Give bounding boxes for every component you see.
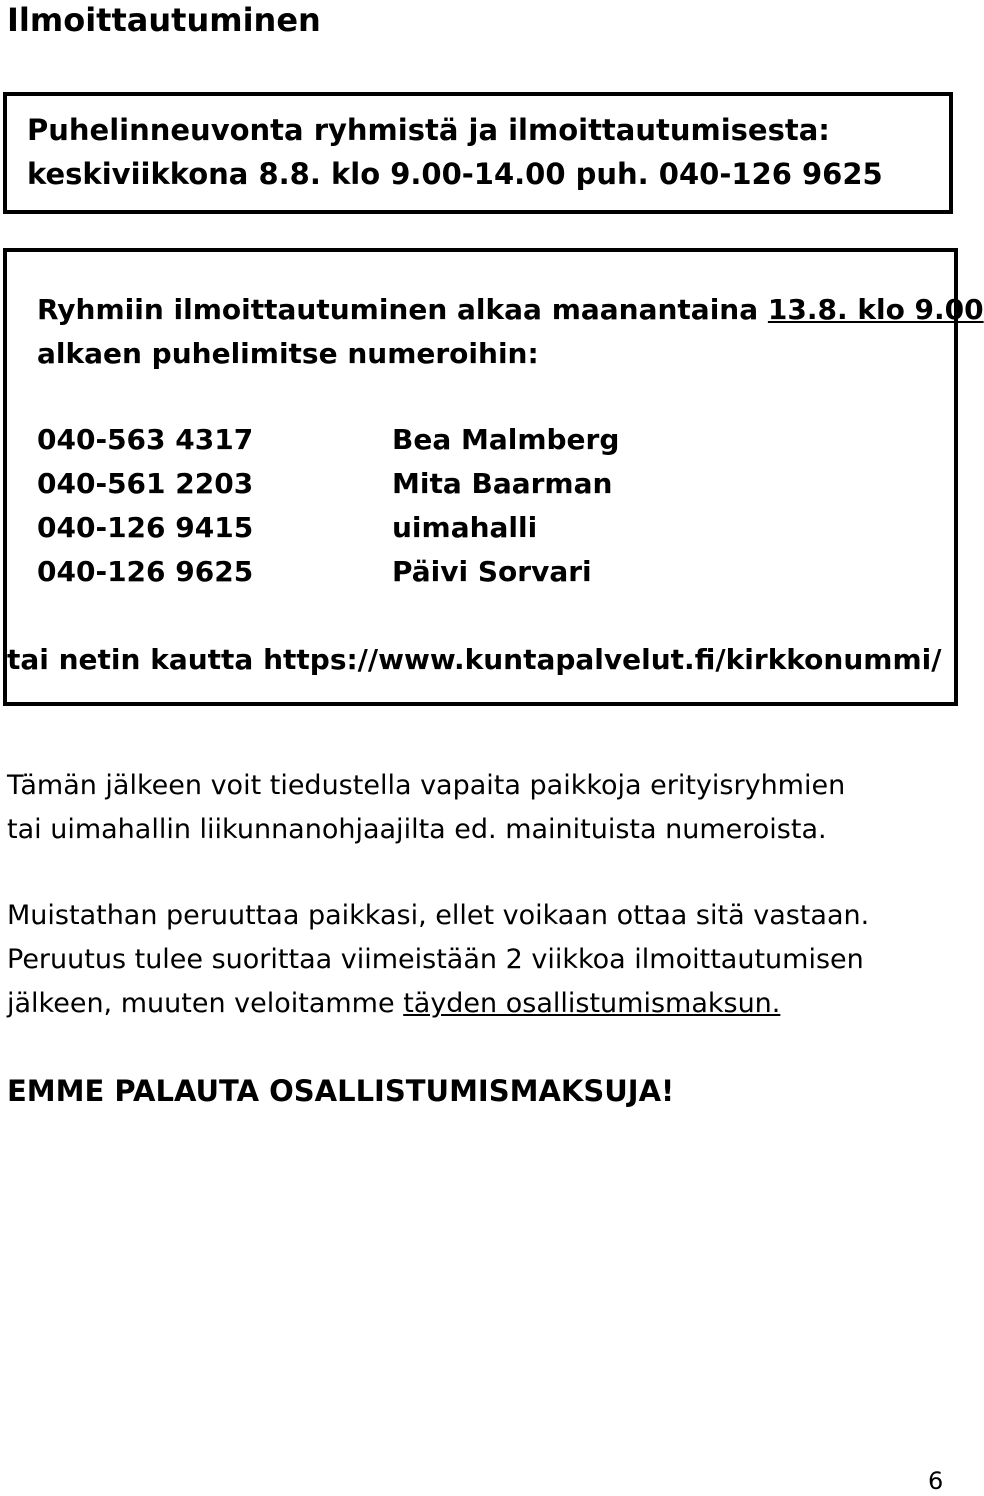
registration-start-text: Ryhmiin ilmoittautuminen alkaa maanantaina	[37, 293, 768, 326]
inquiry-paragraph-line-1: Tämän jälkeen voit tiedustella vapaita paikkoja erityisryhmien	[7, 770, 846, 801]
contact-name: Bea Malmberg	[392, 423, 620, 456]
contact-name: uimahalli	[392, 511, 538, 544]
contact-phone: 040-126 9415	[37, 511, 254, 544]
contact-name: Päivi Sorvari	[392, 555, 592, 588]
contact-phone: 040-563 4317	[37, 423, 254, 456]
contact-phone: 040-561 2203	[37, 467, 254, 500]
registration-start-line	[37, 292, 984, 328]
contact-row	[7, 554, 954, 594]
registration-start-date: 13.8. klo 9.00	[767, 293, 984, 326]
contact-row	[7, 510, 954, 550]
inquiry-paragraph-line-2: tai uimahallin liikunnanohjaajilta ed. mainituista numeroista.	[7, 814, 827, 845]
contact-row	[7, 466, 954, 506]
page-number: 6	[928, 1467, 944, 1495]
contact-phone: 040-126 9625	[37, 555, 254, 588]
phone-advice-box	[3, 92, 953, 214]
advice-line-1: Puhelinneuvonta ryhmistä ja ilmoittautumisesta:	[27, 113, 830, 147]
web-registration-link[interactable]: tai netin kautta https://www.kuntapalvelut.fi/kirkkonummi/	[7, 643, 942, 676]
contact-name: Mita Baarman	[392, 467, 613, 500]
registration-method-line: alkaen puhelimitse numeroihin:	[37, 337, 539, 370]
contact-row	[7, 422, 954, 462]
full-fee-text: täyden osallistumismaksun.	[403, 988, 781, 1019]
cancellation-text: jälkeen, muuten veloitamme	[7, 988, 404, 1019]
cancellation-paragraph-line-1: Muistathan peruuttaa paikkasi, ellet voikaan ottaa sitä vastaan.	[7, 900, 870, 931]
cancellation-paragraph-line-3	[7, 986, 780, 1022]
registration-box	[3, 248, 984, 706]
no-refund-warning: EMME PALAUTA OSALLISTUMISMAKSUJA!	[7, 1074, 675, 1108]
cancellation-paragraph-line-2: Peruutus tulee suorittaa viimeistään 2 viikkoa ilmoittautumisen	[7, 944, 864, 975]
advice-line-2: keskiviikkona 8.8. klo 9.00-14.00 puh. 040-126 9625	[27, 157, 883, 191]
page-title: Ilmoittautuminen	[7, 1, 321, 39]
